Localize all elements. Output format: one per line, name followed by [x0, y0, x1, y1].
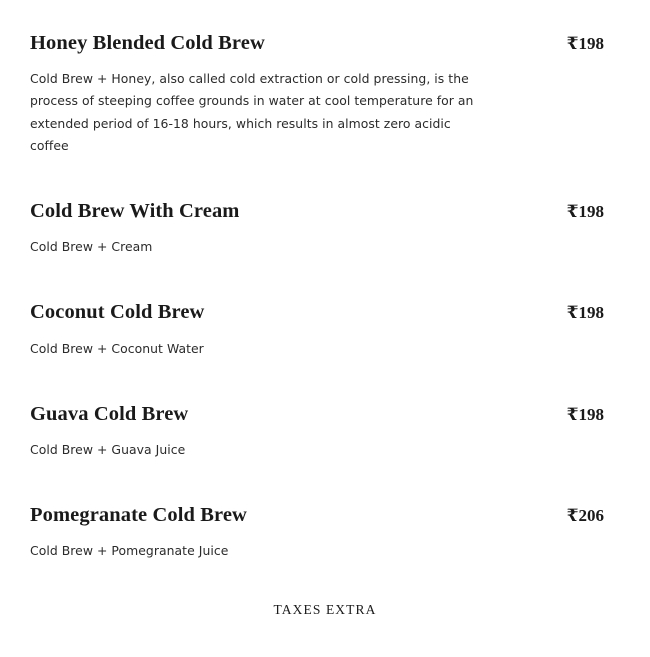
menu-item-description: Cold Brew + Pomegranate Juice: [30, 543, 229, 559]
menu-item: [30, 31, 604, 157]
menu-item-price: ₹198: [566, 34, 604, 53]
menu-item-price: ₹206: [566, 506, 604, 526]
menu-item-description: Cold Brew + Guava Juice: [30, 441, 186, 457]
menu-item-price: ₹198: [566, 404, 604, 424]
menu-item-description: Cold Brew + Honey, also called cold extraction or cold pressing, is the process of steeping coffee grounds in water at cool temperature for an extended period of 16-18 hours, which results in almost zero acidic coffee: [30, 71, 474, 153]
menu-item-name: Honey Blended Cold Brew: [30, 32, 265, 54]
menu-item: [30, 503, 604, 562]
menu-item-price: ₹198: [566, 303, 604, 323]
menu-item-price: ₹198: [566, 202, 604, 221]
menu-item: [30, 402, 604, 461]
menu-item-name: Cold Brew With Cream: [30, 200, 240, 222]
menu-item-name: Pomegranate Cold Brew: [30, 504, 247, 527]
menu-item: [30, 300, 604, 359]
menu-item-description: Cold Brew + Cream: [30, 239, 153, 255]
menu-item-header: [30, 199, 604, 223]
menu-item-header: [30, 31, 604, 55]
menu-item-header: [30, 503, 604, 527]
menu-item-name: Guava Cold Brew: [30, 402, 189, 425]
menu-item-description: Cold Brew + Coconut Water: [30, 340, 204, 356]
menu-item-header: [30, 402, 604, 426]
taxes-extra-note: [0, 601, 650, 619]
menu-item-name: Coconut Cold Brew: [30, 301, 205, 324]
menu-item-header: [30, 300, 604, 324]
menu-item: [30, 199, 604, 258]
taxes-extra-label: TAXES EXTRA: [273, 602, 377, 617]
